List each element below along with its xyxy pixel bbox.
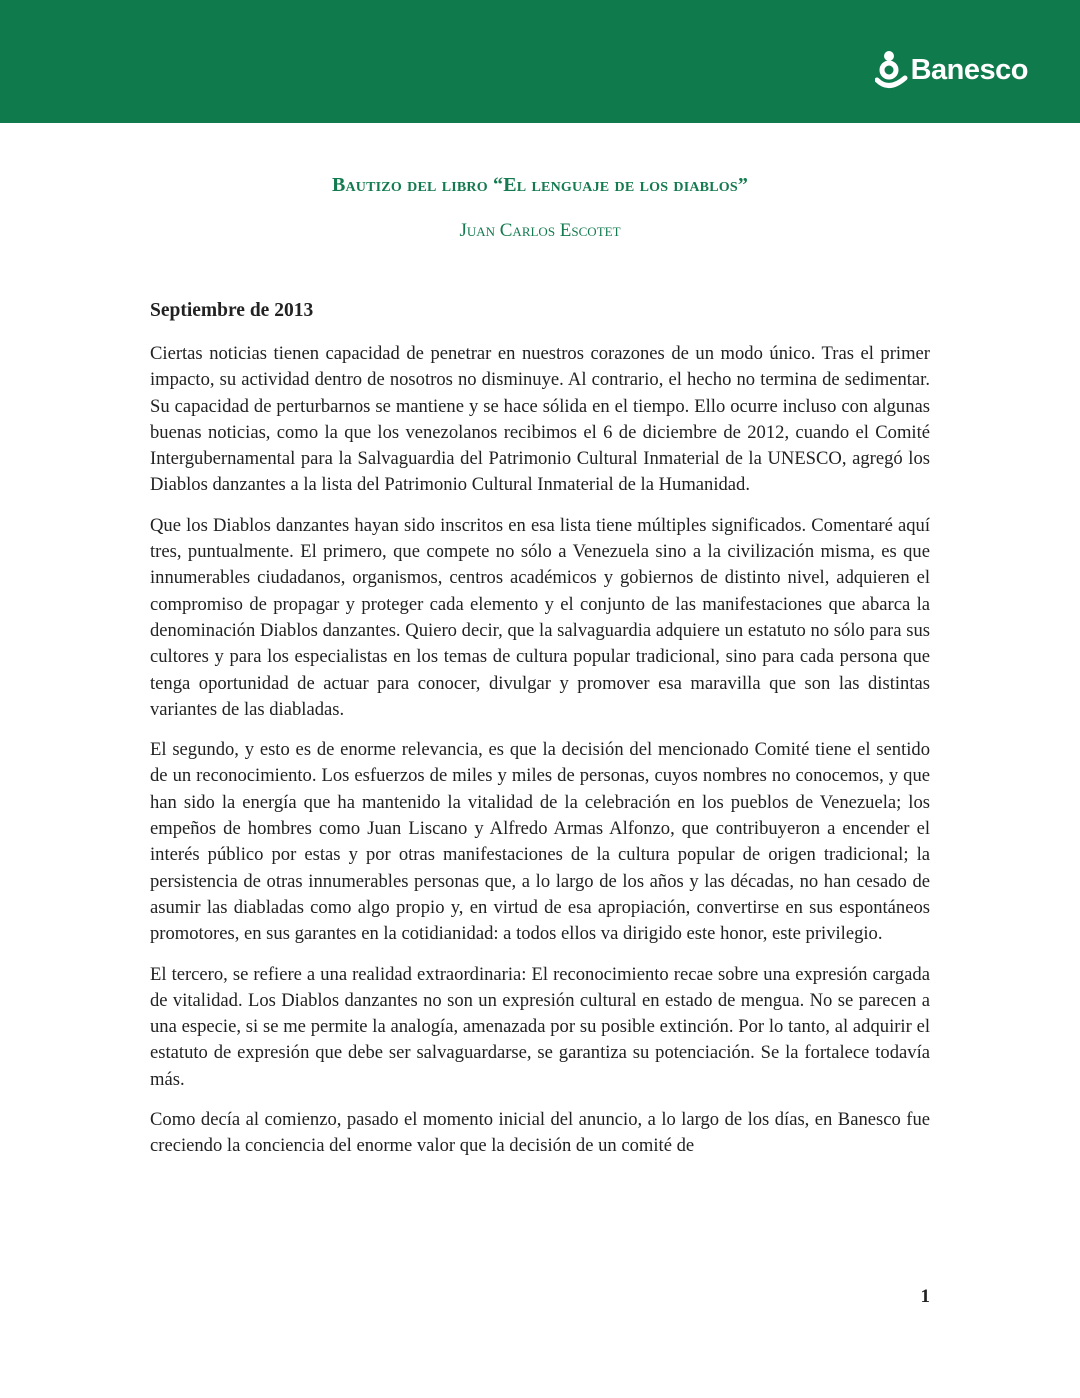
paragraph: El tercero, se refiere a una realidad extraordinaria: El reconocimiento recae sobre una expresión cargada de vitalidad. Los Diablos danzantes no son un expresión cultural en estado de mengua. No se parecen a una especie, si se me permite la analogía, amenazada por su posible extinción. Por lo tanto, al adquirir el estatuto de expresión que debe ser salvaguardarse, se garantiza su potenciación. Se la fortalece todavía más. (150, 963, 930, 1090)
header-band (0, 0, 1080, 123)
document-body (150, 298, 930, 1174)
paragraph: Que los Diablos danzantes hayan sido inscritos en esa lista tiene múltiples significados. Comentaré aquí tres, puntualmente. El primero, que compete no sólo a Venezuela sino a la civilización misma, es que innumerables ciudadanos, organismos, centros académicos y gobiernos de distinto nivel, adquieren el compromiso de propagar y proteger cada elemento y el conjunto de las manifestaciones que abarca la denominación Diablos danzantes. Quiero decir, que la salvaguardia adquiere un estatuto no sólo para sus cultores y para los especialistas en los temas de cultura popular tradicional, sino para cada persona que tenga oportunidad de actuar para conocer, divulgar y promover esa maravilla que son las distintas variantes de las diabladas. (150, 514, 930, 720)
paragraph: Ciertas noticias tienen capacidad de penetrar en nuestros corazones de un modo único. Tras el primer impacto, su actividad dentro de nosotros no disminuye. Al contrario, el hecho no termina de sedimentar. Su capacidad de perturbarnos se mantiene y se hace sólida en el tiempo. Ello ocurre incluso con algunas buenas noticias, como la que los venezolanos recibimos el 6 de diciembre de 2012, cuando el Comité Intergubernamental para la Salvaguardia del Patrimonio Cultural Inmaterial de la UNESCO, agregó los Diablos danzantes a la lista del Patrimonio Cultural Inmaterial de la Humanidad. (150, 343, 930, 496)
document-title: Bautizo del libro “El lenguaje de los diablos” (331, 174, 749, 196)
page-number: 1 (920, 1286, 930, 1307)
document-author: Juan Carlos Escotet (459, 220, 621, 241)
banesco-logo[interactable] (875, 48, 1028, 92)
paragraph: El segundo, y esto es de enorme relevancia, es que la decisión del mencionado Comité tiene el sentido de un reconocimiento. Los esfuerzos de miles y miles de personas, cuyos nombres no conocemos, y que han sido la energía que ha mantenido la vitalidad de la celebración en los pueblos de Venezuela; los empeños de hombres como Juan Liscano y Alfredo Armas Alfonzo, que contribuyeron a encender el interés público por estas y por otras manifestaciones de la cultura popular de origen tradicional; la persistencia de otras innumerables personas que, a lo largo de los años y las décadas, no han cesado de asumir las diabladas como algo propio y, en virtud de esa apropiación, convertirse en sus espontáneos promotores, en sus garantes en la cotidianidad: a todos ellos va dirigido este honor, este privilegio. (150, 739, 930, 945)
brand-name: Banesco (910, 53, 1028, 86)
paragraph: Como decía al comienzo, pasado el momento inicial del anuncio, a lo largo de los días, en Banesco fue creciendo la conciencia del enorme valor que la decisión de un comité de (150, 1109, 930, 1157)
document-date: Septiembre de 2013 (150, 300, 314, 321)
banesco-logo-icon (875, 50, 909, 90)
